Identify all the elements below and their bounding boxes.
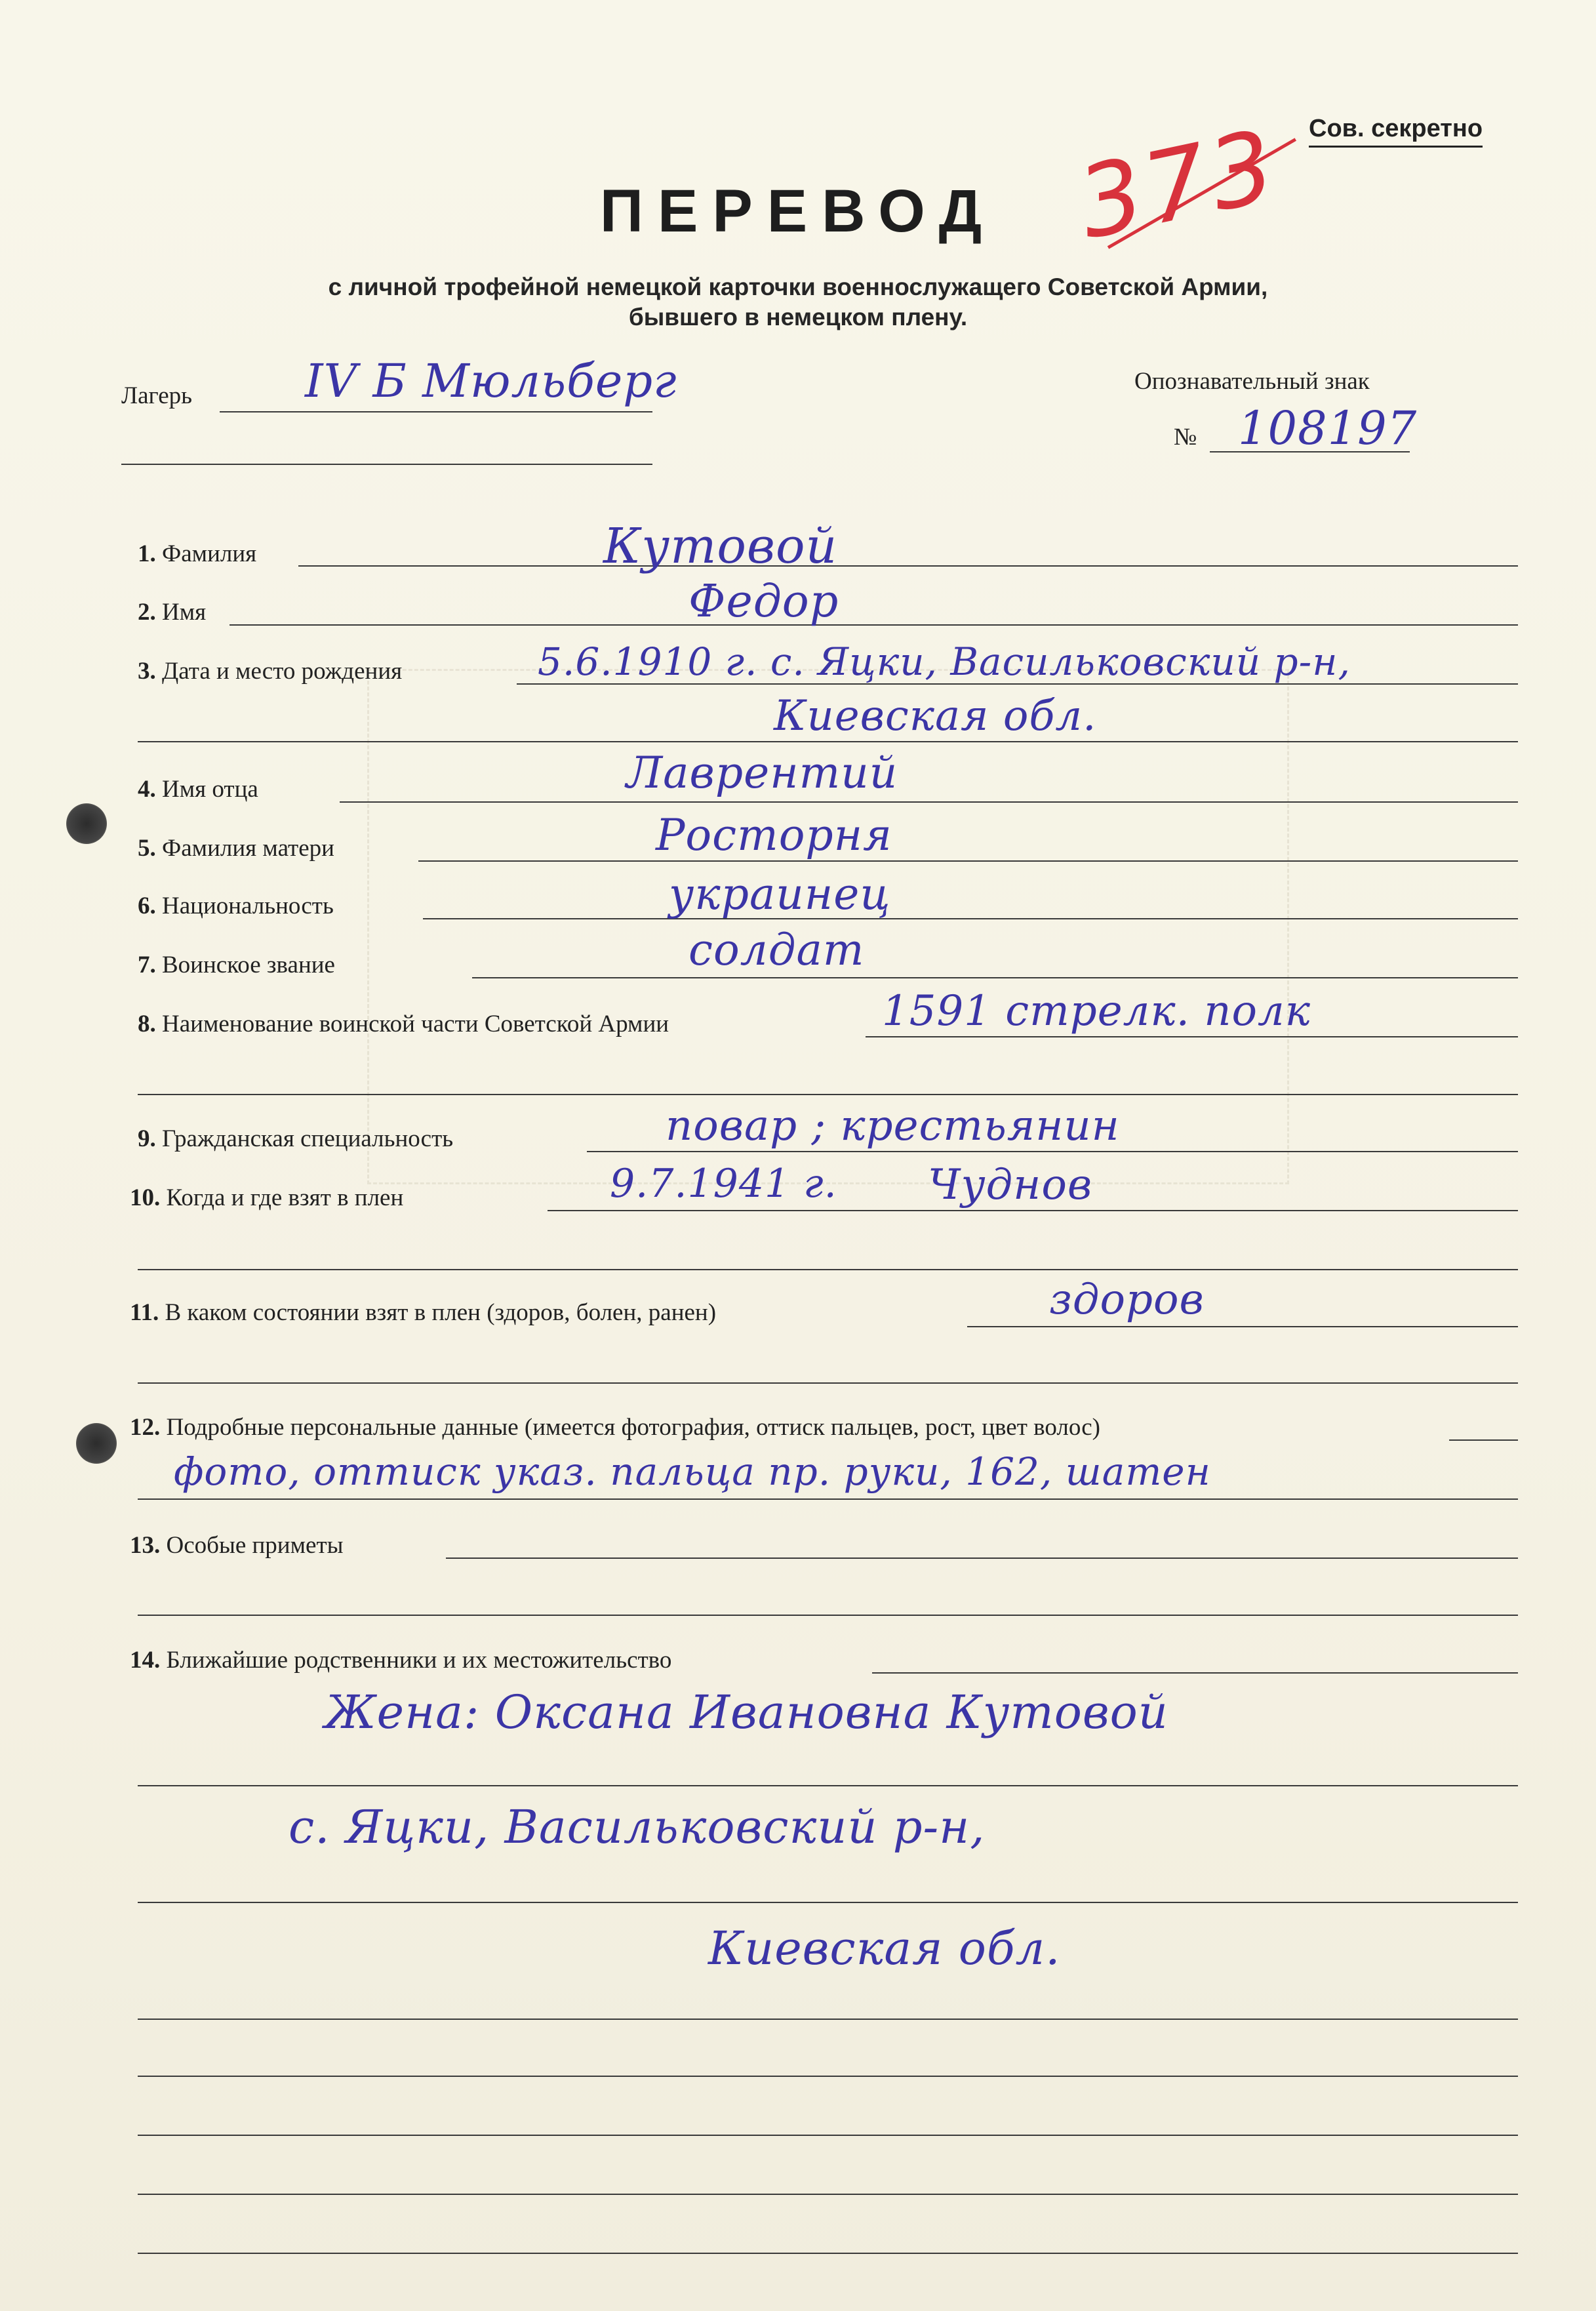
field-4-text: Имя отца <box>162 776 258 803</box>
field-8-label <box>138 1010 669 1038</box>
field-9-label <box>138 1125 453 1153</box>
field-8-line-2 <box>138 1094 1518 1095</box>
field-2-number: 2. <box>138 599 156 626</box>
field-7-line <box>472 977 1518 978</box>
field-12-line-2 <box>138 1498 1518 1500</box>
field-7-text: Воинское звание <box>162 952 335 978</box>
field-4-label <box>138 775 258 803</box>
tag-label: Опознавательный знак <box>1134 368 1370 395</box>
field-9-line <box>587 1151 1518 1152</box>
field-7-number: 7. <box>138 952 156 978</box>
blank-line-4 <box>138 2253 1518 2254</box>
field-6-number: 6. <box>138 893 156 919</box>
field-14-line <box>872 1672 1518 1674</box>
blank-line-2 <box>138 2135 1518 2136</box>
field-6-value: украинец <box>669 869 891 919</box>
field-14-relative: Жена: Оксана Ивановна Кутовой <box>325 1685 1168 1739</box>
field-10-line <box>548 1210 1518 1211</box>
field-3-text: Дата и место рождения <box>162 658 403 685</box>
field-2-line <box>229 624 1518 626</box>
field-6-line <box>423 918 1518 919</box>
document-subtitle <box>0 272 1596 332</box>
field-7-value: солдат <box>688 925 865 975</box>
field-12-line <box>1449 1439 1518 1441</box>
blank-line-1 <box>138 2076 1518 2077</box>
field-14-label <box>130 1646 671 1674</box>
field-10-number: 10. <box>130 1184 161 1211</box>
field-1-value: Кутовой <box>603 518 838 574</box>
field-2-value: Федор <box>688 576 839 628</box>
document-title: ПЕРЕВОД <box>599 178 997 245</box>
field-4-line <box>340 801 1518 803</box>
field-10-value-2: Чуднов <box>928 1161 1093 1209</box>
field-13-number: 13. <box>130 1532 161 1559</box>
field-1-text: Фамилия <box>162 540 257 567</box>
field-5-number: 5. <box>138 835 156 862</box>
classification-mark: Сов. секретно <box>1309 115 1483 148</box>
field-5-label <box>138 834 334 862</box>
field-14-number: 14. <box>130 1647 161 1674</box>
field-5-value: Росторня <box>656 810 892 860</box>
field-9-number: 9. <box>138 1125 156 1152</box>
camp-line-2 <box>121 464 652 465</box>
field-1-line <box>298 565 1518 567</box>
field-2-text: Имя <box>162 599 207 626</box>
field-13-line <box>446 1557 1518 1559</box>
subtitle-line-2: бывшего в немецком плену. <box>628 304 968 331</box>
field-11-line <box>967 1326 1518 1327</box>
field-1-label <box>138 540 256 568</box>
field-3-value-2: Киевская обл. <box>774 692 1097 740</box>
field-14-line-2 <box>138 1785 1518 1786</box>
field-13-text: Особые приметы <box>166 1532 344 1559</box>
field-14-line-4 <box>138 2019 1518 2020</box>
field-3-value: 5.6.1910 г. с. Яцки, Васильковский р-н, <box>538 639 1351 684</box>
field-4-number: 4. <box>138 776 156 803</box>
field-6-label <box>138 892 334 920</box>
punch-hole-upper <box>66 803 107 844</box>
red-file-number: 373 <box>1069 108 1288 262</box>
field-13-label <box>130 1531 343 1559</box>
field-14-line-3 <box>138 1902 1518 1903</box>
blank-line-3 <box>138 2194 1518 2195</box>
field-11-text: В каком состоянии взят в плен (здоров, болен, ранен) <box>165 1299 717 1326</box>
field-13-line-2 <box>138 1615 1518 1616</box>
field-5-text: Фамилия матери <box>162 835 334 862</box>
camp-line <box>220 411 652 412</box>
field-3-number: 3. <box>138 658 156 685</box>
camp-value: IV Б Мюльберг <box>305 354 677 408</box>
field-12-text: Подробные персональные данные (имеется фотография, оттиск пальцев, рост, цвет волос) <box>166 1414 1100 1441</box>
field-10-text: Когда и где взят в плен <box>166 1184 404 1211</box>
field-9-text: Гражданская специальность <box>162 1125 454 1152</box>
field-8-line <box>866 1036 1518 1037</box>
field-1-number: 1. <box>138 540 156 567</box>
field-11-value: здоров <box>1049 1276 1205 1324</box>
punch-hole-lower <box>76 1423 117 1464</box>
field-14-region: Киевская обл. <box>708 1921 1061 1975</box>
field-5-line <box>418 860 1518 862</box>
subtitle-line-1: с личной трофейной немецкой карточки военнослужащего Советской Армии, <box>328 273 1268 300</box>
field-12-value: фото, оттиск указ. пальца пр. руки, 162, шатен <box>174 1449 1211 1494</box>
field-2-label <box>138 598 206 626</box>
tag-value: 108197 <box>1238 401 1418 455</box>
field-11-number: 11. <box>130 1299 159 1326</box>
field-10-value: 9.7.1941 г. <box>610 1161 837 1207</box>
field-14-text: Ближайшие родственники и их местожительство <box>166 1647 672 1674</box>
field-9-value: повар ; крестьянин <box>666 1102 1120 1150</box>
field-7-label <box>138 951 335 979</box>
field-8-number: 8. <box>138 1011 156 1037</box>
field-10-line-2 <box>138 1269 1518 1270</box>
tag-number-sign: № <box>1174 424 1197 451</box>
field-3-label <box>138 657 402 685</box>
field-6-text: Национальность <box>162 893 334 919</box>
camp-label: Лагерь <box>121 382 193 409</box>
field-8-text: Наименование воинской части Советской Армии <box>162 1011 669 1037</box>
field-14-address: с. Яцки, Васильковский р-н, <box>289 1800 986 1854</box>
field-10-label <box>130 1184 403 1212</box>
field-4-value: Лаврентий <box>626 748 898 798</box>
field-11-label <box>130 1298 716 1327</box>
field-8-value: 1591 стрелк. полк <box>882 987 1311 1035</box>
field-11-line-2 <box>138 1382 1518 1384</box>
field-3-line-2 <box>138 741 1518 742</box>
field-12-number: 12. <box>130 1414 161 1441</box>
field-12-label <box>130 1413 1100 1441</box>
